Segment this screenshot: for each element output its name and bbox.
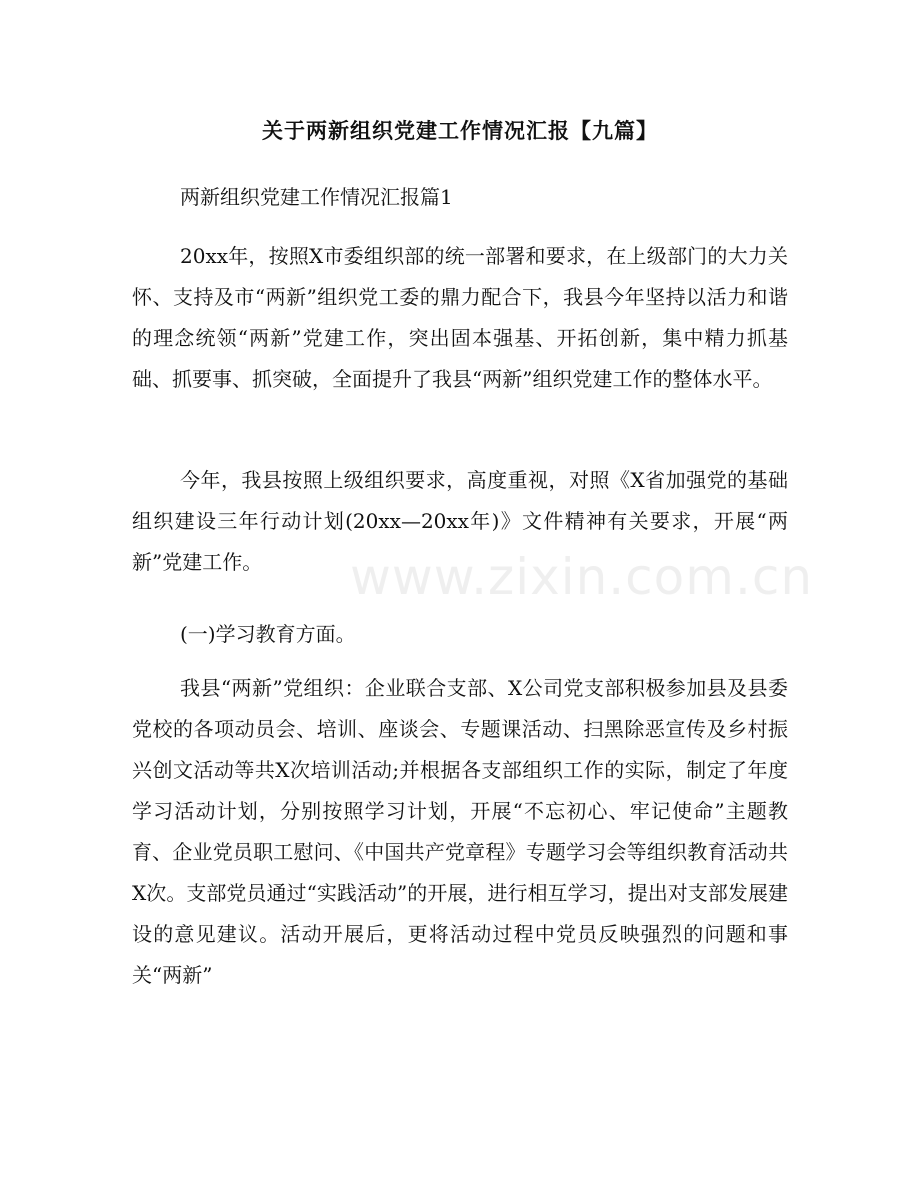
paragraph-2: 今年，我县按照上级组织要求，高度重视，对照《X省加强党的基础组织建设三年行动计划(20xx—20xx年)》文件精神有关要求，开展“两新”党建工作。: [132, 468, 788, 574]
paragraph-4: 我县“两新”党组织：企业联合支部、X公司党支部积极参加县及县委党校的各项动员会、培训、座谈会、专题课活动、扫黑除恶宣传及乡村振兴创文活动等共X次培训活动;并根据各支部组织工作的实际，制定了年度学习活动计划，分别按照学习计划，开展“不忘初心、牢记使命”主题教育、企业党员职工慰问、《中国共产党章程》专题学习会等组织教育活动共X次。支部党员通过“实践活动”的开展，进行相互学习，提出对支部发展建设的意见建议。活动开展后，更将活动过程中党员反映强烈的问题和事关“两新”: [132, 676, 788, 987]
watermark: www.zixin.com.cn: [350, 548, 814, 606]
section-heading: 两新组织党建工作情况汇报篇1: [180, 185, 453, 209]
paragraph-1: 20xx年，按照X市委组织部的统一部署和要求，在上级部门的大力关怀、支持及市“两新”组织党工委的鼎力配合下，我县今年坚持以活力和谐的理念统领“两新”党建工作，突出固本强基、开拓创新，集中精力抓基础、抓要事、抓突破，全面提升了我县“两新”组织党建工作的整体水平。: [132, 244, 788, 391]
paragraph-3-heading: (一)学习教育方面。: [180, 622, 356, 646]
document-title: 关于两新组织党建工作情况汇报【九篇】: [262, 119, 658, 143]
